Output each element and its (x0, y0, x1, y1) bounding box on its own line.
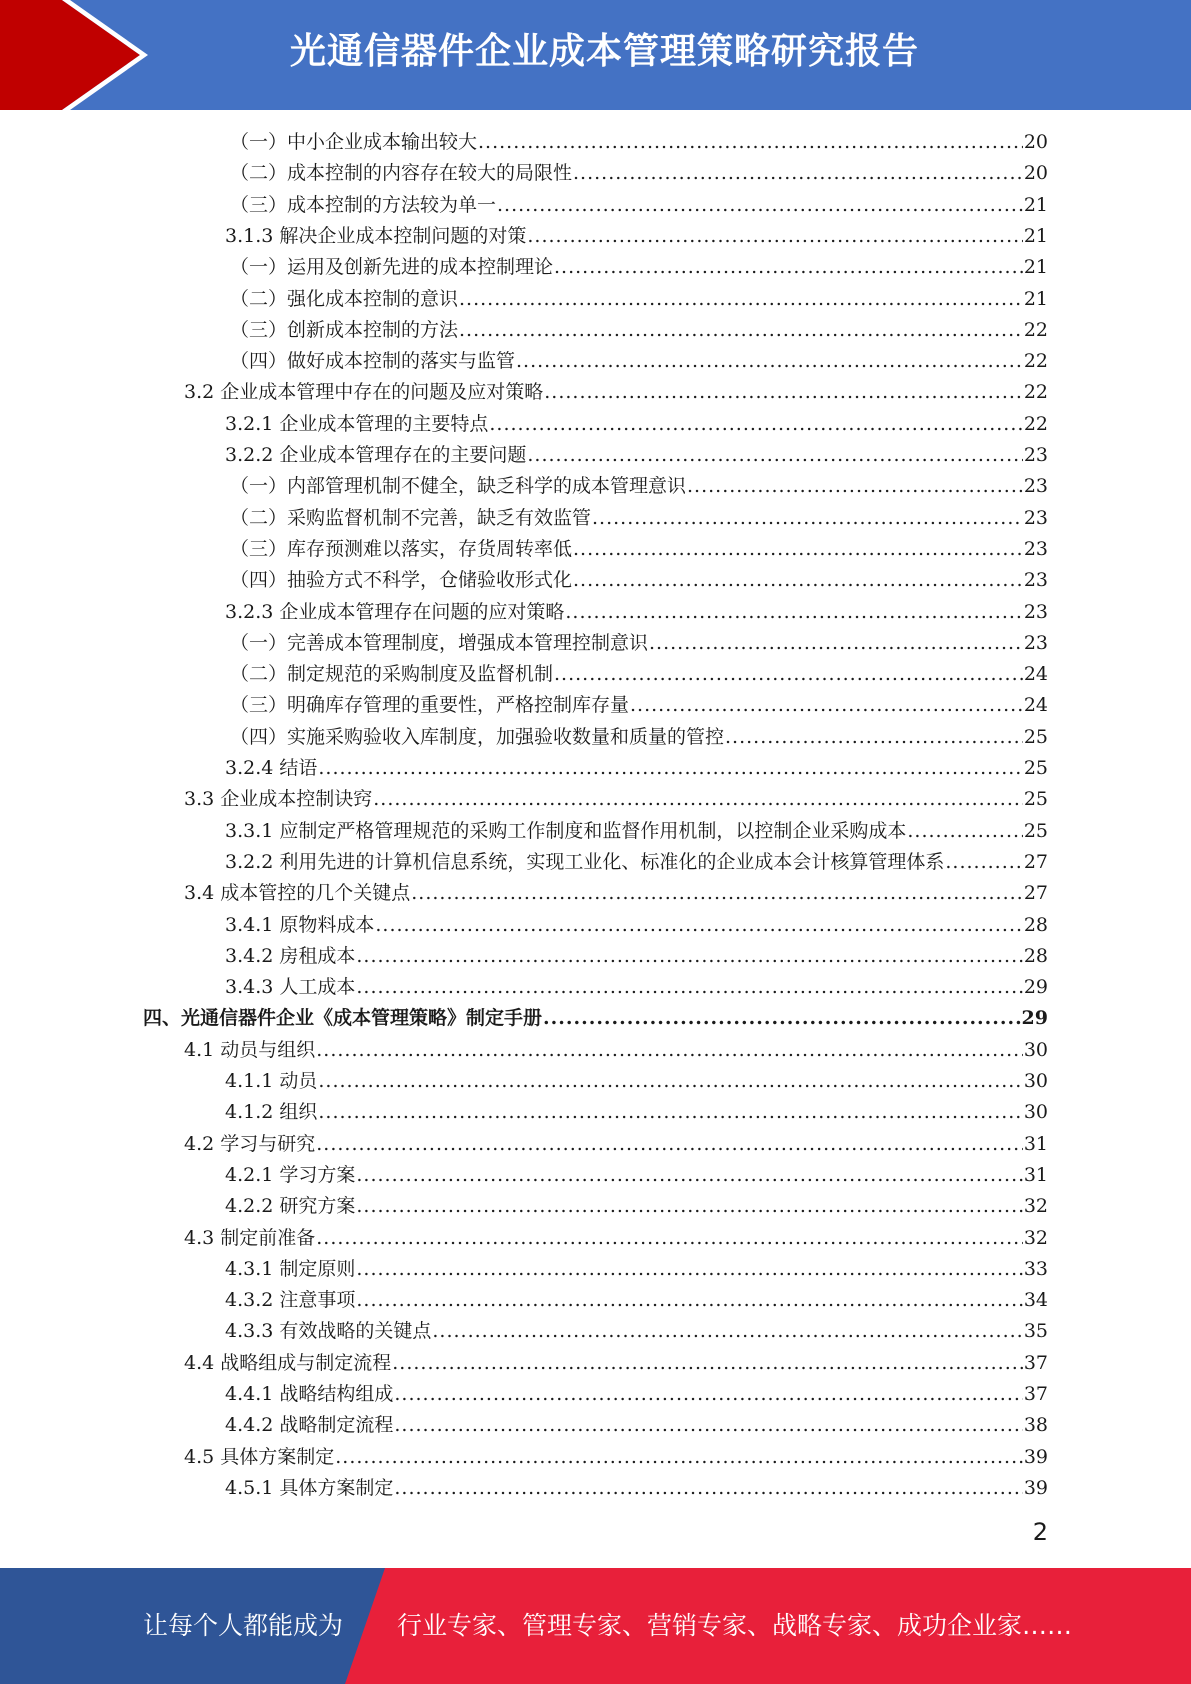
toc-entry[interactable] (225, 440, 1048, 471)
toc-dot-leader (318, 1066, 1022, 1097)
toc-entry-label: 3.2 企业成本管理中存在的问题及应对策略 (184, 381, 544, 403)
toc-entry-label: 4.2 学习与研究 (184, 1133, 316, 1155)
toc-dot-leader (335, 1442, 1023, 1473)
toc-dot-leader (318, 753, 1022, 784)
toc-entry[interactable] (184, 784, 1048, 815)
toc-dot-leader (543, 1003, 1021, 1034)
toc-entry-label: 3.2.1 企业成本管理的主要特点 (225, 413, 489, 435)
toc-entry-page: 30 (1023, 1039, 1048, 1061)
toc-entry-page: 25 (1023, 820, 1048, 842)
toc-entry-label: （三）库存预测难以落实，存货周转率低 (230, 538, 573, 560)
toc-entry-label: 4.3.2 注意事项 (225, 1289, 356, 1311)
toc-dot-leader (316, 1035, 1023, 1066)
toc-entry-label: 4.5.1 具体方案制定 (225, 1477, 394, 1499)
toc-entry-label: （三）明确库存管理的重要性，严格控制库存量 (230, 694, 630, 716)
toc-entry[interactable] (184, 1129, 1048, 1160)
toc-entry-label: 3.1.3 解决企业成本控制问题的对策 (225, 225, 527, 247)
toc-entry-label: 3.2.2 企业成本管理存在的主要问题 (225, 444, 527, 466)
toc-entry-label: 3.4.3 人工成本 (225, 976, 356, 998)
toc-dot-leader (356, 972, 1022, 1003)
toc-entry-page: 25 (1023, 757, 1048, 779)
toc-entry-page: 23 (1023, 632, 1048, 654)
toc-entry-page: 32 (1023, 1195, 1048, 1217)
toc-entry[interactable] (225, 1410, 1048, 1441)
toc-entry-label: 3.4.1 原物料成本 (225, 914, 375, 936)
toc-entry-page: 24 (1023, 694, 1048, 716)
toc-entry-page: 31 (1023, 1164, 1048, 1186)
toc-entry[interactable] (230, 252, 1048, 283)
toc-entry-label: （二）成本控制的内容存在较大的局限性 (230, 162, 573, 184)
toc-entry-page: 20 (1023, 162, 1048, 184)
toc-entry-page: 38 (1023, 1414, 1048, 1436)
toc-entry-label: 4.1.1 动员 (225, 1070, 318, 1092)
toc-entry[interactable] (230, 190, 1048, 221)
toc-entry[interactable] (230, 534, 1048, 565)
toc-entry[interactable] (225, 972, 1048, 1003)
toc-entry-label: （四）实施采购验收入库制度，加强验收数量和质量的管控 (230, 726, 725, 748)
toc-entry-label: （三）成本控制的方法较为单一 (230, 194, 497, 216)
toc-entry-label: 3.3 企业成本控制诀窍 (184, 788, 373, 810)
toc-entry[interactable] (230, 315, 1048, 346)
toc-entry[interactable] (225, 816, 1048, 847)
document-title: 光通信器件企业成本管理策略研究报告 (289, 31, 919, 72)
toc-entry-label: （一）运用及创新先进的成本控制理论 (230, 256, 554, 278)
toc-entry-label: 4.2.2 研究方案 (225, 1195, 356, 1217)
toc-entry-label: （一）完善成本管理制度，增强成本管理控制意识 (230, 632, 649, 654)
toc-dot-leader (649, 628, 1023, 659)
toc-entry-label: 4.4 战略组成与制定流程 (184, 1352, 392, 1374)
toc-entry[interactable] (143, 1003, 1048, 1034)
footer-slogan-left: 让每个人都能成为 (143, 1611, 344, 1640)
toc-dot-leader (554, 252, 1023, 283)
toc-dot-leader (318, 1097, 1022, 1128)
toc-dot-leader (394, 1410, 1022, 1441)
toc-entry-label: 4.3 制定前准备 (184, 1227, 316, 1249)
toc-entry[interactable] (230, 471, 1048, 502)
toc-dot-leader (565, 597, 1022, 628)
toc-entry-page: 30 (1023, 1101, 1048, 1123)
toc-entry-page: 21 (1023, 194, 1048, 216)
toc-dot-leader (687, 471, 1023, 502)
toc-entry-page: 22 (1023, 350, 1048, 372)
toc-dot-leader (356, 1254, 1022, 1285)
toc-entry-page: 20 (1023, 131, 1048, 153)
toc-entry-page: 21 (1023, 288, 1048, 310)
toc-entry-page: 37 (1023, 1352, 1048, 1374)
toc-entry-page: 33 (1023, 1258, 1048, 1280)
toc-entry[interactable] (225, 753, 1048, 784)
toc-dot-leader (573, 534, 1023, 565)
toc-dot-leader (592, 503, 1023, 534)
toc-dot-leader (478, 127, 1023, 158)
toc-entry[interactable] (225, 1191, 1048, 1222)
toc-entry-label: （二）强化成本控制的意识 (230, 288, 459, 310)
toc-entry[interactable] (184, 1442, 1048, 1473)
toc-entry[interactable] (184, 1223, 1048, 1254)
toc-entry-label: 3.4.2 房租成本 (225, 945, 356, 967)
toc-entry-label: 4.3.3 有效战略的关键点 (225, 1320, 432, 1342)
toc-entry-label: 3.2.2 利用先进的计算机信息系统，实现工业化、标准化的企业成本会计核算管理体系 (225, 851, 945, 873)
toc-entry-label: 4.5 具体方案制定 (184, 1446, 335, 1468)
toc-entry-label: （三）创新成本控制的方法 (230, 319, 459, 341)
toc-dot-leader (392, 1348, 1023, 1379)
toc-dot-leader (394, 1379, 1022, 1410)
toc-entry[interactable] (225, 941, 1048, 972)
toc-dot-leader (316, 1223, 1023, 1254)
toc-entry[interactable] (230, 503, 1048, 534)
toc-entry[interactable] (225, 1254, 1048, 1285)
toc-entry-page: 23 (1023, 601, 1048, 623)
toc-entry-page: 22 (1023, 319, 1048, 341)
toc-dot-leader (554, 659, 1023, 690)
toc-dot-leader (356, 1191, 1022, 1222)
page-footer (0, 1568, 1191, 1684)
toc-dot-leader (497, 190, 1023, 221)
toc-entry-page: 25 (1023, 726, 1048, 748)
toc-entry[interactable] (230, 690, 1048, 721)
toc-dot-leader (316, 1129, 1023, 1160)
toc-entry[interactable] (230, 158, 1048, 189)
toc-dot-leader (356, 1160, 1022, 1191)
toc-entry-page: 39 (1023, 1446, 1048, 1468)
toc-entry[interactable] (225, 1160, 1048, 1191)
toc-entry[interactable] (184, 1035, 1048, 1066)
toc-entry-page: 23 (1023, 475, 1048, 497)
toc-entry-page: 37 (1023, 1383, 1048, 1405)
toc-dot-leader (573, 158, 1023, 189)
toc-entry-label: （二）采购监督机制不完善，缺乏有效监管 (230, 507, 592, 529)
toc-entry-label: 3.2.4 结语 (225, 757, 318, 779)
toc-dot-leader (459, 284, 1023, 315)
toc-dot-leader (516, 346, 1023, 377)
toc-entry-label: 3.2.3 企业成本管理存在问题的应对策略 (225, 601, 565, 623)
page-header (0, 0, 1191, 110)
toc-entry[interactable] (225, 221, 1048, 252)
toc-entry-page: 23 (1023, 538, 1048, 560)
toc-dot-leader (375, 910, 1022, 941)
footer-slogan-right: 行业专家、管理专家、营销专家、战略专家、成功企业家…… (397, 1611, 1073, 1640)
toc-entry[interactable] (184, 1348, 1048, 1379)
toc-entry-label: 4.1.2 组织 (225, 1101, 318, 1123)
page-number: 2 (1032, 1518, 1048, 1546)
toc-entry-label: （一）内部管理机制不健全，缺乏科学的成本管理意识 (230, 475, 687, 497)
toc-entry[interactable] (230, 659, 1048, 690)
toc-dot-leader (573, 565, 1023, 596)
toc-entry-label: （四）做好成本控制的落实与监管 (230, 350, 516, 372)
toc-entry-page: 23 (1023, 444, 1048, 466)
toc-entry-label: 4.1 动员与组织 (184, 1039, 316, 1061)
toc-entry-page: 28 (1023, 945, 1048, 967)
toc-entry-page: 25 (1023, 788, 1048, 810)
toc-entry-label: （四）抽验方式不科学，仓储验收形式化 (230, 569, 573, 591)
toc-entry[interactable] (225, 1473, 1048, 1504)
toc-dot-leader (630, 690, 1023, 721)
toc-dot-leader (489, 409, 1022, 440)
toc-entry-label: 4.3.1 制定原则 (225, 1258, 356, 1280)
toc-entry[interactable] (184, 377, 1048, 408)
toc-entry-label: 四、光通信器件企业《成本管理策略》制定手册 (143, 1007, 543, 1029)
toc-entry[interactable] (230, 722, 1048, 753)
toc-dot-leader (356, 1285, 1022, 1316)
toc-entry[interactable] (230, 127, 1048, 158)
toc-dot-leader (945, 847, 1022, 878)
toc-entry-page: 21 (1023, 256, 1048, 278)
toc-entry-page: 32 (1023, 1227, 1048, 1249)
toc-entry[interactable] (225, 1285, 1048, 1316)
toc-entry-page: 30 (1023, 1070, 1048, 1092)
toc-dot-leader (527, 221, 1022, 252)
toc-entry[interactable] (230, 565, 1048, 596)
toc-entry[interactable] (225, 1379, 1048, 1410)
toc-entry[interactable] (225, 910, 1048, 941)
toc-entry-page: 35 (1023, 1320, 1048, 1342)
toc-entry-page: 21 (1023, 225, 1048, 247)
toc-dot-leader (725, 722, 1023, 753)
toc-entry-page: 27 (1023, 851, 1048, 873)
toc-entry-label: 3.3.1 应制定严格管理规范的采购工作制度和监督作用机制，以控制企业采购成本 (225, 820, 907, 842)
toc-entry-label: 4.4.2 战略制定流程 (225, 1414, 394, 1436)
toc-entry-page: 34 (1023, 1289, 1048, 1311)
toc-entry-page: 24 (1023, 663, 1048, 685)
toc-entry[interactable] (230, 284, 1048, 315)
toc-entry-page: 28 (1023, 914, 1048, 936)
toc-dot-leader (459, 315, 1023, 346)
toc-entry[interactable] (184, 878, 1048, 909)
toc-entry-label: 4.2.1 学习方案 (225, 1164, 356, 1186)
toc-dot-leader (411, 878, 1023, 909)
toc-entry-page: 29 (1021, 1007, 1048, 1029)
toc-entry-page: 39 (1023, 1477, 1048, 1499)
toc-entry[interactable] (225, 1097, 1048, 1128)
toc-dot-leader (356, 941, 1022, 972)
toc-dot-leader (394, 1473, 1022, 1504)
toc-entry-label: 3.4 成本管控的几个关键点 (184, 882, 411, 904)
toc-entry-label: 4.4.1 战略结构组成 (225, 1383, 394, 1405)
toc-entry[interactable] (225, 1316, 1048, 1347)
toc-entry-page: 22 (1023, 381, 1048, 403)
toc-entry-label: （二）制定规范的采购制度及监督机制 (230, 663, 554, 685)
toc-entry[interactable] (225, 1066, 1048, 1097)
toc-entry-label: （一）中小企业成本输出较大 (230, 131, 478, 153)
toc-dot-leader (544, 377, 1023, 408)
toc-dot-leader (527, 440, 1022, 471)
toc-entry[interactable] (225, 597, 1048, 628)
toc-dot-leader (432, 1316, 1022, 1347)
toc-entry-page: 31 (1023, 1133, 1048, 1155)
toc-dot-leader (907, 816, 1022, 847)
toc-entry-page: 23 (1023, 507, 1048, 529)
toc-entry[interactable] (230, 346, 1048, 377)
toc-entry-page: 29 (1023, 976, 1048, 998)
toc-dot-leader (373, 784, 1023, 815)
toc-entry-page: 27 (1023, 882, 1048, 904)
toc-entry[interactable] (225, 847, 1048, 878)
toc-entry-page: 22 (1023, 413, 1048, 435)
toc-entry[interactable] (225, 409, 1048, 440)
toc-entry-page: 23 (1023, 569, 1048, 591)
toc-entry[interactable] (230, 628, 1048, 659)
